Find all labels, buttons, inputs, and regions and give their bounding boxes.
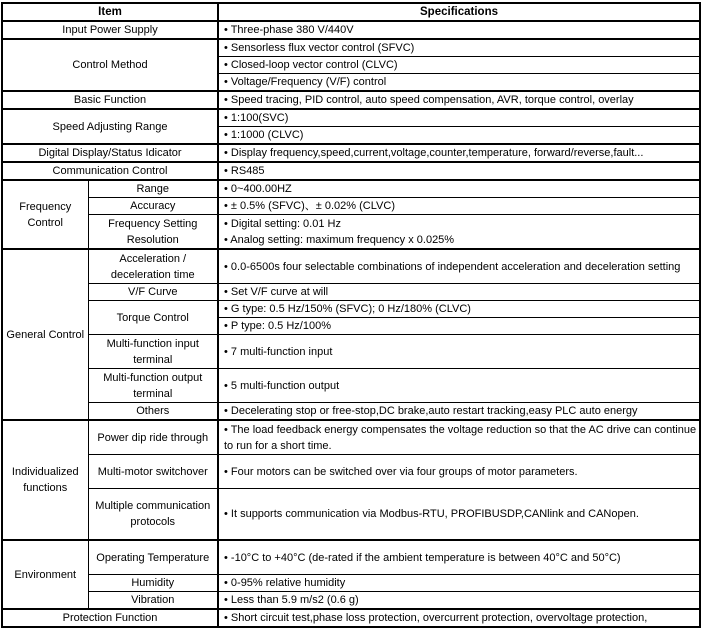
humidity-label: Humidity — [88, 575, 218, 592]
digital-display-spec: • Display frequency,speed,current,voltage,counter,temperature, forward/reverse,fault... — [218, 144, 700, 162]
accel-decel-time-spec: • 0.0-6500s four selectable combinations of independent acceleration and deceleration setting — [218, 249, 700, 284]
row-operating-temperature — [2, 540, 700, 575]
environment-group-label: Environment — [2, 540, 88, 609]
row-others — [2, 403, 700, 421]
vf-curve-spec: • Set V/F curve at will — [218, 284, 700, 301]
torque-control-label: Torque Control — [88, 301, 218, 335]
multiple-communication-protocols-label: Multiple communication protocols — [88, 489, 218, 541]
frequency-setting-resolution-label: Frequency Setting Resolution — [88, 215, 218, 250]
row-communication-control — [2, 162, 700, 180]
row-basic-function — [2, 91, 700, 109]
others-spec: • Decelerating stop or free-stop,DC brake,auto restart tracking,easy PLC auto energy — [218, 403, 700, 421]
individualized-functions-group-label: Individualized functions — [2, 420, 88, 540]
row-vibration — [2, 592, 700, 610]
power-dip-ride-through-spec: • The load feedback energy compensates the voltage reduction so that the AC drive can continue to run for a short time. — [218, 420, 700, 455]
frequency-accuracy-spec: • ± 0.5% (SFVC)、± 0.02% (CLVC) — [218, 198, 700, 215]
row-digital-display — [2, 144, 700, 162]
digital-display-label: Digital Display/Status Idicator — [2, 144, 218, 162]
row-control-method-1 — [2, 39, 700, 57]
communication-control-spec: • RS485 — [218, 162, 700, 180]
row-protection-function — [2, 609, 700, 627]
row-multi-motor-switchover — [2, 455, 700, 489]
row-multi-function-input — [2, 335, 700, 369]
multi-function-output-spec: • 5 multi-function output — [218, 369, 700, 403]
protection-function-spec: • Short circuit test,phase loss protection, overcurrent protection, overvoltage protection, — [218, 609, 700, 627]
communication-control-label: Communication Control — [2, 162, 218, 180]
control-method-spec-sfvc: • Sensorless flux vector control (SFVC) — [218, 39, 700, 57]
row-power-dip-ride-through — [2, 420, 700, 455]
control-method-spec-vf: • Voltage/Frequency (V/F) control — [218, 74, 700, 92]
speed-adjusting-range-spec-clvc: • 1:1000 (CLVC) — [218, 127, 700, 145]
spec-line-analog-setting: • Analog setting: maximum frequency x 0.025% — [224, 233, 455, 246]
operating-temperature-label: Operating Temperature — [88, 540, 218, 575]
multi-motor-switchover-spec: • Four motors can be switched over via four groups of motor parameters. — [218, 455, 700, 489]
multiple-communication-protocols-spec: • It supports communication via Modbus-RTU, PROFIBUSDP,CANlink and CANopen. — [218, 489, 700, 541]
row-frequency-range — [2, 180, 700, 198]
control-method-spec-clvc: • Closed-loop vector control (CLVC) — [218, 57, 700, 74]
row-speed-adjusting-range-1 — [2, 109, 700, 127]
header-row — [2, 3, 700, 21]
row-input-power-supply — [2, 21, 700, 39]
multi-function-input-label: Multi-function input terminal — [88, 335, 218, 369]
frequency-control-group-label: Frequency Control — [2, 180, 88, 249]
row-multiple-communication-protocols — [2, 489, 700, 541]
power-dip-ride-through-label: Power dip ride through — [88, 420, 218, 455]
row-accel-decel-time — [2, 249, 700, 284]
row-torque-control-1 — [2, 301, 700, 318]
column-header-specifications: Specifications — [218, 3, 700, 21]
input-power-supply-label: Input Power Supply — [2, 21, 218, 39]
row-frequency-accuracy — [2, 198, 700, 215]
frequency-range-spec: • 0~400.00HZ — [218, 180, 700, 198]
vf-curve-label: V/F Curve — [88, 284, 218, 301]
basic-function-label: Basic Function — [2, 91, 218, 109]
frequency-setting-resolution-spec — [218, 215, 700, 250]
humidity-spec: • 0-95% relative humidity — [218, 575, 700, 592]
spec-line-digital-setting: • Digital setting: 0.01 Hz — [224, 217, 341, 230]
speed-adjusting-range-spec-svc: • 1:100(SVC) — [218, 109, 700, 127]
protection-function-label: Protection Function — [2, 609, 218, 627]
speed-adjusting-range-label: Speed Adjusting Range — [2, 109, 218, 144]
frequency-accuracy-label: Accuracy — [88, 198, 218, 215]
row-frequency-setting-resolution — [2, 215, 700, 250]
frequency-range-label: Range — [88, 180, 218, 198]
operating-temperature-spec: • -10°C to +40°C (de-rated if the ambient temperature is between 40°C and 50°C) — [218, 540, 700, 575]
multi-function-output-label: Multi-function output terminal — [88, 369, 218, 403]
multi-function-input-spec: • 7 multi-function input — [218, 335, 700, 369]
row-multi-function-output — [2, 369, 700, 403]
basic-function-spec: • Speed tracing, PID control, auto speed compensation, AVR, torque control, overlay — [218, 91, 700, 109]
torque-control-spec-g-type: • G type: 0.5 Hz/150% (SFVC); 0 Hz/180% (CLVC) — [218, 301, 700, 318]
general-control-group-label: General Control — [2, 249, 88, 420]
others-label: Others — [88, 403, 218, 421]
control-method-label: Control Method — [2, 39, 218, 91]
input-power-supply-spec: • Three-phase 380 V/440V — [218, 21, 700, 39]
accel-decel-time-label: Acceleration / deceleration time — [88, 249, 218, 284]
column-header-item: Item — [2, 3, 218, 21]
vibration-spec: • Less than 5.9 m/s2 (0.6 g) — [218, 592, 700, 610]
row-humidity — [2, 575, 700, 592]
row-vf-curve — [2, 284, 700, 301]
multi-motor-switchover-label: Multi-motor switchover — [88, 455, 218, 489]
specifications-table — [1, 2, 701, 628]
vibration-label: Vibration — [88, 592, 218, 610]
torque-control-spec-p-type: • P type: 0.5 Hz/100% — [218, 318, 700, 335]
